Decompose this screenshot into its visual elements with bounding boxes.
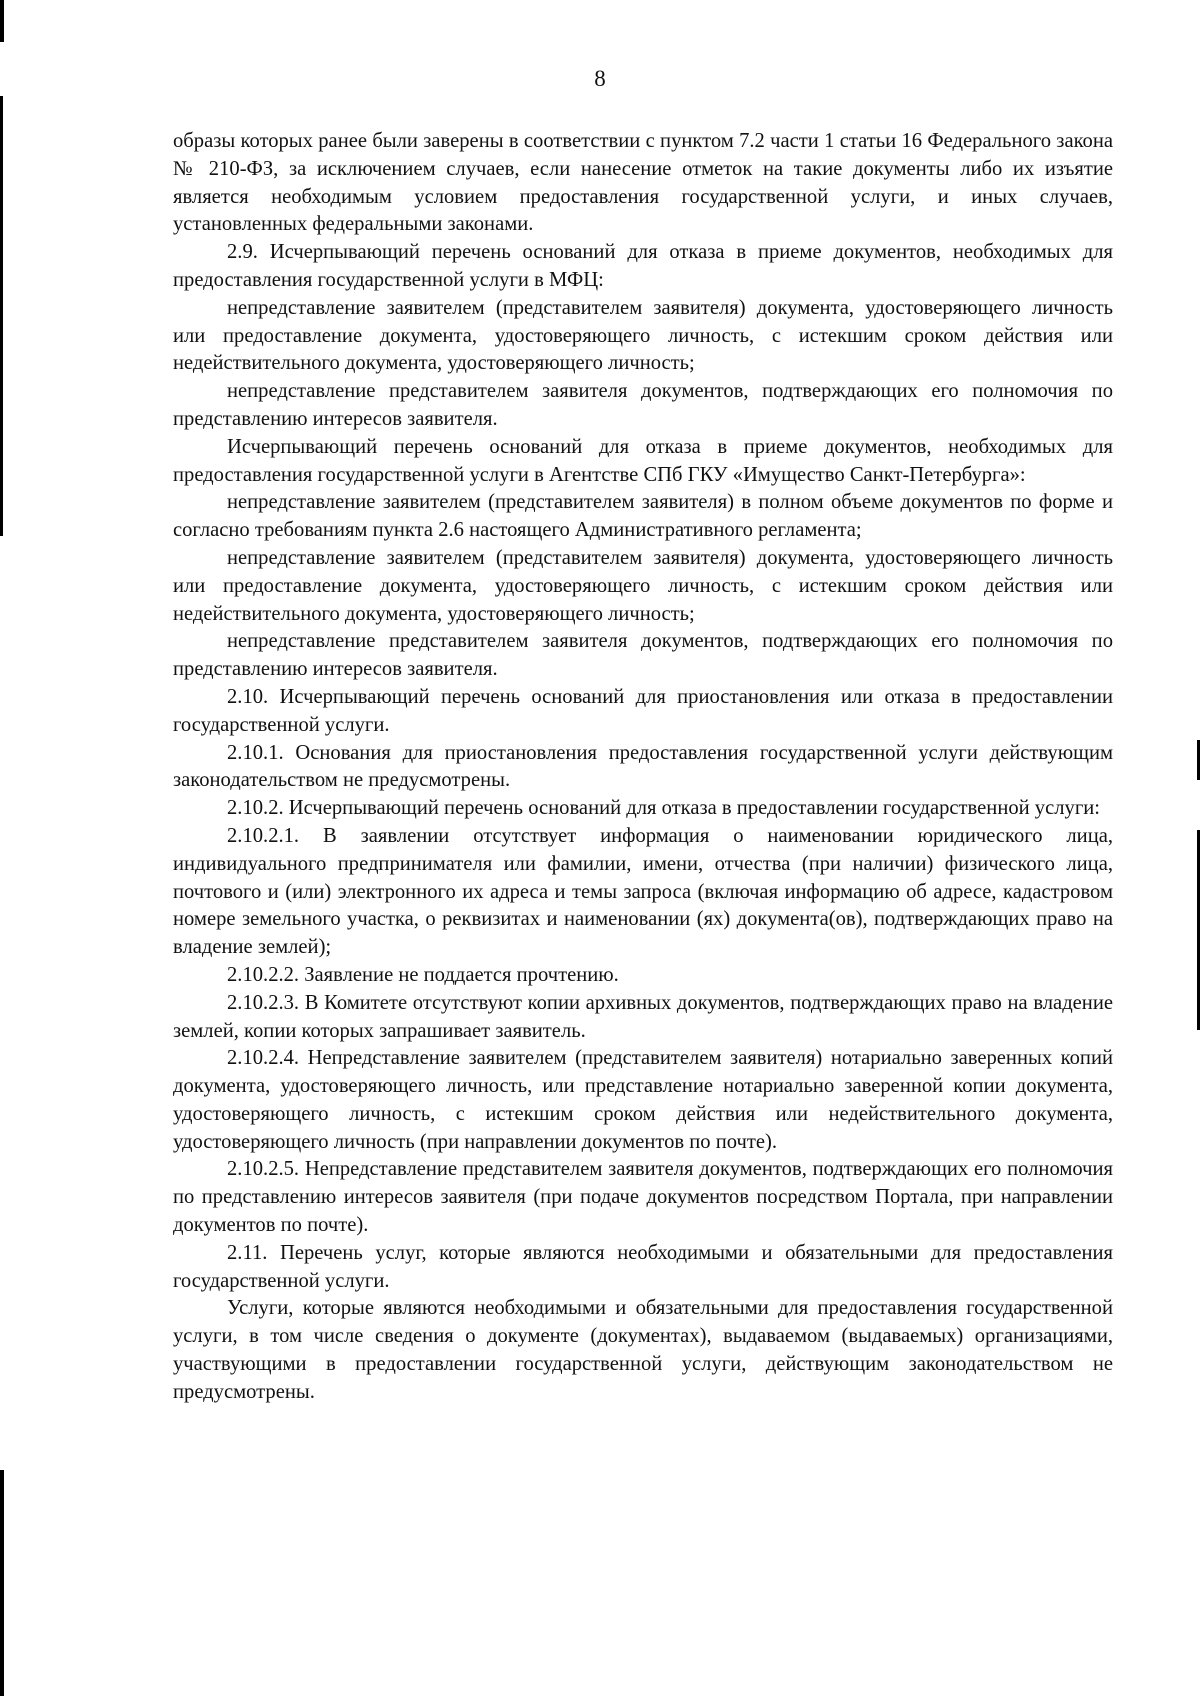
paragraph-2-10-1: 2.10.1. Основания для приостановления предоставления государственной услуги действующим законодательством не предусмотрены. — [173, 741, 1113, 792]
scan-edge-mark — [0, 0, 4, 42]
paragraph-2-10-2-2: 2.10.2.2. Заявление не поддается прочтению. — [227, 963, 619, 986]
page-number: 8 — [594, 66, 606, 91]
scan-edge-mark — [0, 96, 3, 536]
paragraph-continuation: образы которых ранее были заверены в соответствии с пунктом 7.2 части 1 статьи 16 Федерального закона № 210-ФЗ, за исключением случаев, если нанесение отметок на такие документы либо их изъятие является необходимым условием предоставления государственной услуги, и иных случаев, установленных федеральными законами. — [173, 130, 1113, 236]
paragraph-services: Услуги, которые являются необходимыми и обязательными для предоставления государственной услуги, в том числе сведения о документе (документах), выдаваемом (выдаваемых) организациями, участвующими в предоставлении государственной услуги, действующим законодательством не предусмотрены. — [173, 1297, 1113, 1403]
paragraph-list-item: непредставление заявителем (представителем заявителя) документа, удостоверяющего личность или предоставление документа, удостоверяющего личность, с истекшим сроком действия или недействительного документа, удостоверяющего личность; — [173, 546, 1113, 625]
paragraph-list-item: непредставление представителем заявителя документов, подтверждающих его полномочия по представлению интересов заявителя. — [173, 630, 1113, 681]
paragraph-2-10: 2.10. Исчерпывающий перечень оснований для приостановления или отказа в предоставлении государственной услуги. — [173, 685, 1113, 736]
paragraph-list-item: непредставление представителем заявителя документов, подтверждающих его полномочия по представлению интересов заявителя. — [173, 380, 1113, 430]
paragraph-2-10-2-1: 2.10.2.1. В заявлении отсутствует информация о наименовании юридического лица, индивидуального предпринимателя или фамилии, имени, отчества (при наличии) физического лица, почтового и (или) электронного их адреса и темы запроса (включая информацию об адресе, кадастровом номере земельного участка, о реквизитах и наименовании (ях) документа(ов), подтверждающих право на владение землей); — [173, 824, 1113, 959]
paragraph-2-10-2-5: 2.10.2.5. Непредставление представителем заявителя документов, подтверждающих его полномочия по представлению интересов заявителя (при подаче документов посредством Портала, при направлении документов по почте). — [173, 1158, 1113, 1237]
document-body — [173, 128, 1113, 1407]
paragraph-list-item: непредставление заявителем (представителем заявителя) документа, удостоверяющего личность или предоставление документа, удостоверяющего личность, с истекшим сроком действия или недействительного документа, удостоверяющего личность; — [173, 296, 1113, 375]
paragraph-2-9: 2.9. Исчерпывающий перечень оснований для отказа в приеме документов, необходимых для предоставления государственной услуги в МФЦ: — [173, 241, 1113, 291]
scan-edge-mark — [0, 1470, 4, 1696]
paragraph-agency-refusal: Исчерпывающий перечень оснований для отказа в приеме документов, необходимых для предоставления государственной услуги в Агентстве СПб ГКУ «Имущество Санкт-Петербурга»: — [173, 435, 1113, 486]
paragraph-2-10-2-4: 2.10.2.4. Непредставление заявителем (представителем заявителя) нотариально заверенных копий документа, удостоверяющего личность, или представление нотариально заверенной копии документа, удостоверяющего личность, с истекшим сроком действия или недействительного документа, удостоверяющего личность (при направлении документов по почте). — [173, 1047, 1113, 1153]
paragraph-2-10-2: 2.10.2. Исчерпывающий перечень оснований для отказа в предоставлении государственной услуги: — [227, 797, 1101, 820]
paragraph-2-11: 2.11. Перечень услуг, которые являются необходимыми и обязательными для предоставления государственной услуги. — [173, 1241, 1113, 1292]
paragraph-2-10-2-3: 2.10.2.3. В Комитете отсутствуют копии архивных документов, подтверждающих право на владение землей, копии которых запрашивает заявитель. — [173, 991, 1113, 1042]
paragraph-list-item: непредставление заявителем (представителем заявителя) в полном объеме документов по форме и согласно требованиям пункта 2.6 настоящего Административного регламента; — [173, 491, 1113, 542]
